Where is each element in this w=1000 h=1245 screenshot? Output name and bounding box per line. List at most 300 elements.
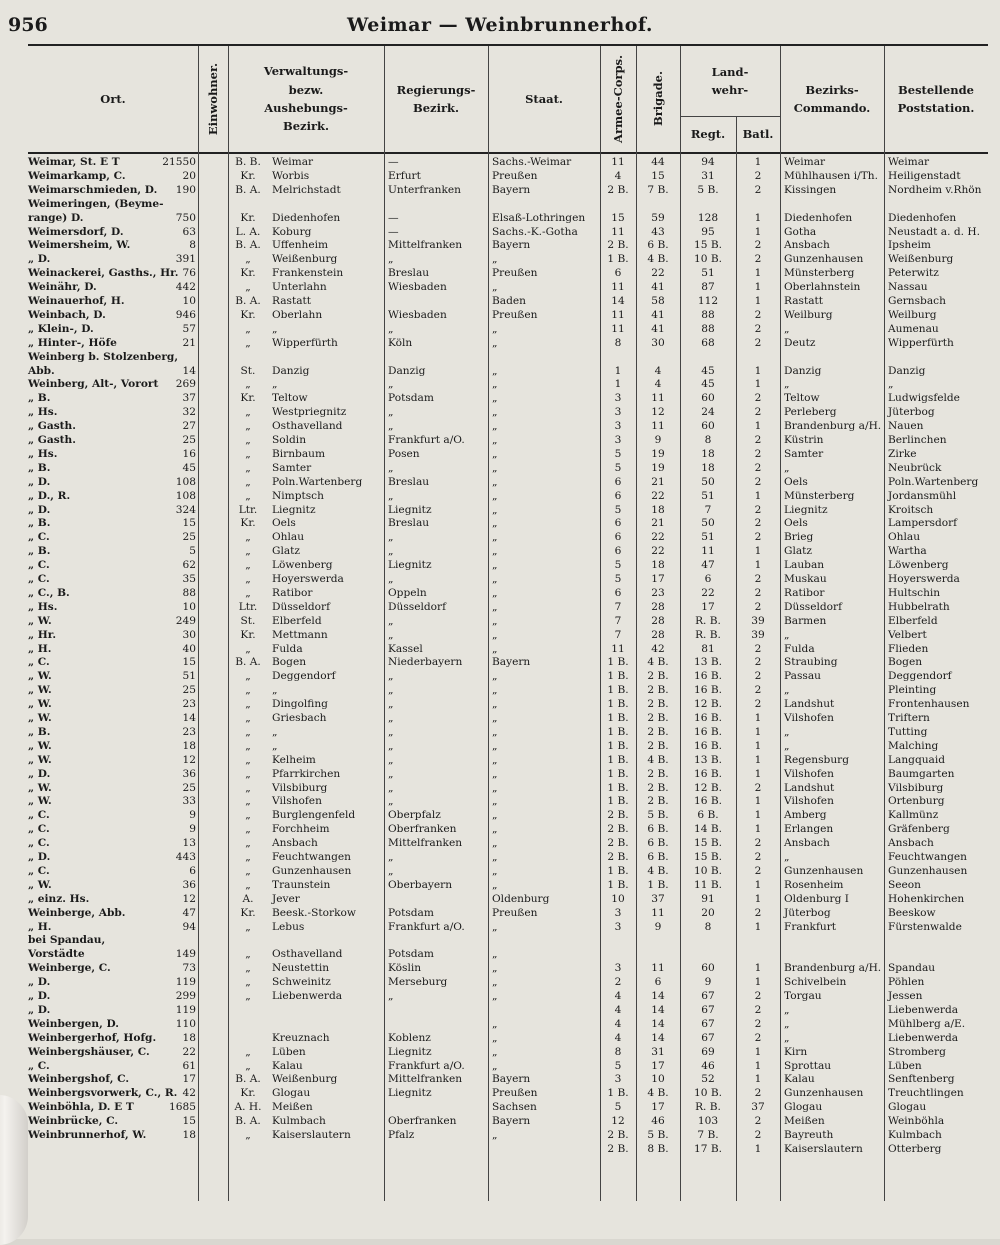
cell-rg: — xyxy=(388,156,399,168)
cell-vt: Kr. xyxy=(240,211,256,224)
cell-p: Fürstenwalde xyxy=(888,920,962,933)
cell-e: 36 xyxy=(182,878,196,891)
cell-p: Berlinchen xyxy=(888,434,947,446)
cell-a: 1 B. xyxy=(607,253,629,266)
cell-o: „ C. xyxy=(28,864,50,877)
cell-bt: 2 xyxy=(754,169,762,182)
cell-bt: 2 xyxy=(754,781,762,794)
cell-rg: „ xyxy=(388,864,394,877)
cell-e: 94 xyxy=(182,920,196,933)
table-row xyxy=(28,656,988,670)
cell-a: 1 B. xyxy=(607,670,629,683)
cell-bt: 2 xyxy=(754,600,762,613)
cell-rr: 67 xyxy=(701,1031,715,1044)
cell-k: Vilshofen xyxy=(784,795,834,808)
cell-bt: 1 xyxy=(754,739,762,752)
cell-b: 9 xyxy=(654,434,662,446)
cell-o: „ H. xyxy=(28,642,52,655)
cell-a: 10 xyxy=(611,892,625,905)
cell-s: „ xyxy=(492,1045,498,1058)
cell-rg: „ xyxy=(388,767,394,780)
cell-rg: Liegnitz xyxy=(388,1087,432,1100)
cell-vb: Düsseldorf xyxy=(272,600,330,613)
cell-a: 6 xyxy=(614,545,622,558)
cell-vt: „ xyxy=(245,406,251,419)
cell-k: Kirn xyxy=(784,1045,808,1058)
cell-e: 12 xyxy=(182,753,196,766)
cell-rr: 91 xyxy=(701,892,715,905)
cell-rr: 12 B. xyxy=(694,781,722,794)
cell-a: 1 B. xyxy=(607,698,629,711)
cell-k: Brandenburg a/H. xyxy=(784,962,882,975)
cell-o: Weinähr, D. xyxy=(28,281,97,294)
table-row xyxy=(28,1060,988,1074)
cell-p: Pöhlen xyxy=(888,976,925,989)
cell-k: Lauban xyxy=(784,559,825,572)
header-regt: Regt. xyxy=(690,126,726,141)
cell-bt: 2 xyxy=(754,1003,762,1016)
cell-p: Langquaid xyxy=(888,753,946,766)
cell-e: 15 xyxy=(182,1115,196,1128)
cell-vb: Fulda xyxy=(272,642,303,655)
cell-k: „ xyxy=(784,739,790,752)
cell-rr: 13 B. xyxy=(694,753,722,766)
cell-vt: „ xyxy=(245,976,251,989)
cell-rr: 14 B. xyxy=(694,823,722,836)
page-number: 956 xyxy=(8,14,48,36)
cell-bt: 1 xyxy=(754,1142,762,1155)
cell-vb: Kalau xyxy=(272,1059,303,1072)
cell-p: Jüterbog xyxy=(888,406,935,419)
table-row xyxy=(28,1101,988,1115)
cell-p: Lüben xyxy=(888,1059,922,1072)
cell-a: 11 xyxy=(611,281,625,294)
cell-e: 20 xyxy=(182,169,196,182)
cell-vt: A. xyxy=(242,892,254,905)
cell-e: 249 xyxy=(175,614,196,627)
cell-b: 6 B. xyxy=(647,837,669,850)
cell-rg: Mittelfranken xyxy=(388,1073,463,1086)
cell-bt: 2 xyxy=(754,906,762,919)
cell-vt: Kr. xyxy=(240,169,256,182)
cell-o: „ Hs. xyxy=(28,406,58,419)
cell-vb: Lebus xyxy=(272,920,305,933)
cell-e: 47 xyxy=(182,906,196,919)
cell-s: „ xyxy=(492,586,498,599)
cell-o: „ C. xyxy=(28,837,50,850)
cell-o: Weinbergsvorwerk, C., R. xyxy=(28,1087,178,1100)
cell-o: Weimar, St. E T xyxy=(28,156,120,168)
table-row xyxy=(28,267,988,281)
cell-p: Weinböhla xyxy=(888,1115,945,1128)
cell-e: 35 xyxy=(182,573,196,585)
cell-k: Barmen xyxy=(784,614,827,627)
cell-o: Weinbergshäuser, C. xyxy=(28,1045,150,1058)
cell-rg: „ xyxy=(388,851,394,863)
cell-vt: Kr. xyxy=(240,628,256,641)
table-row xyxy=(28,253,988,267)
cell-bt: 2 xyxy=(754,308,762,321)
cell-a: 1 B. xyxy=(607,1087,629,1100)
cell-vb: Dingolfing xyxy=(272,698,328,711)
cell-s: „ xyxy=(492,795,498,808)
table-row xyxy=(28,281,988,295)
table-row xyxy=(28,837,988,851)
cell-e: 442 xyxy=(175,281,196,294)
table-row xyxy=(28,1073,988,1087)
header-ort: Ort. xyxy=(100,91,126,106)
cell-a: 2 xyxy=(614,976,622,989)
cell-bt: 1 xyxy=(754,225,762,238)
cell-o: „ H. xyxy=(28,920,52,933)
cell-b: 2 B. xyxy=(647,767,669,780)
cell-bt: 1 xyxy=(754,267,762,280)
cell-e: 25 xyxy=(182,531,196,544)
cell-b: 46 xyxy=(651,1115,665,1128)
cell-bt: 1 xyxy=(754,420,762,433)
cell-p: Vilsbiburg xyxy=(888,781,944,794)
cell-rr: 51 xyxy=(701,267,715,280)
cell-s: „ xyxy=(492,392,498,405)
cell-rg: „ xyxy=(388,990,394,1002)
table-row xyxy=(28,323,988,337)
cell-k: „ xyxy=(784,684,790,697)
cell-s: Preußen xyxy=(492,308,538,321)
cell-b: 6 xyxy=(654,976,662,989)
cell-rg: Breslau xyxy=(388,475,430,488)
cell-k: Düsseldorf xyxy=(784,600,842,613)
cell-a: 5 xyxy=(614,503,622,516)
cell-a: 3 xyxy=(614,906,622,919)
cell-p: Nassau xyxy=(888,281,928,294)
cell-rr: 67 xyxy=(701,1003,715,1016)
cell-bt: 1 xyxy=(754,976,762,989)
cell-s: „ xyxy=(492,434,498,446)
cell-o: Weinberge, C. xyxy=(28,962,111,975)
cell-e: 10 xyxy=(182,600,196,613)
cell-bt: 2 xyxy=(754,586,762,599)
cell-s: Oldenburg xyxy=(492,892,550,905)
cell-vb: Lüben xyxy=(272,1045,306,1058)
cell-e: 57 xyxy=(182,322,196,335)
cell-k: Frankfurt xyxy=(784,920,837,933)
cell-k: Regensburg xyxy=(784,753,850,766)
cell-vb: Nimptsch xyxy=(272,489,324,502)
cell-a: 8 xyxy=(614,336,622,349)
cell-s: Sachs.-Weimar xyxy=(492,156,572,168)
cell-b: 18 xyxy=(651,503,665,516)
cell-b: 4 B. xyxy=(647,864,669,877)
table-row xyxy=(28,351,988,365)
cell-k: Weilburg xyxy=(784,308,833,321)
cell-rr: 15 B. xyxy=(694,837,722,850)
cell-a: 15 xyxy=(611,211,625,224)
cell-p: Spandau xyxy=(888,962,936,975)
cell-o: „ C. xyxy=(28,656,50,669)
cell-rr: 15 B. xyxy=(694,239,722,252)
cell-b: 14 xyxy=(651,1017,665,1030)
cell-s: „ xyxy=(492,851,498,863)
cell-p: Senftenberg xyxy=(888,1073,955,1086)
cell-vb: Soldin xyxy=(272,434,307,446)
cell-vt: „ xyxy=(245,725,251,738)
cell-s: „ xyxy=(492,253,498,266)
cell-rr: 67 xyxy=(701,990,715,1002)
cell-rg: Oberfranken xyxy=(388,823,457,836)
cell-e: 13 xyxy=(182,837,196,850)
cell-rr: 16 B. xyxy=(694,725,722,738)
table-row xyxy=(28,378,988,392)
cell-a: 5 xyxy=(614,461,622,474)
table-row xyxy=(28,643,988,657)
cell-bt: 1 xyxy=(754,753,762,766)
cell-b: 14 xyxy=(651,990,665,1002)
cell-bt: 1 xyxy=(754,559,762,572)
cell-b: 2 B. xyxy=(647,795,669,808)
cell-b: 4 B. xyxy=(647,253,669,266)
cell-e: 946 xyxy=(175,308,196,321)
cell-bt: 2 xyxy=(754,1017,762,1030)
cell-rg: Mittelfranken xyxy=(388,837,463,850)
table-row xyxy=(28,337,988,351)
header-verwaltung: Verwaltungs- bezw. Aushebungs- Bezirk. xyxy=(263,64,349,134)
cell-p: Ortenburg xyxy=(888,795,945,808)
cell-rr: 17 B. xyxy=(694,1142,722,1155)
cell-a: 1 B. xyxy=(607,795,629,808)
cell-vt: B. A. xyxy=(235,295,261,307)
table-row xyxy=(28,795,988,809)
cell-e: 25 xyxy=(182,684,196,697)
table-row xyxy=(28,392,988,406)
cell-vb: Unterlahn xyxy=(272,281,327,294)
cell-bt: 2 xyxy=(754,1129,762,1141)
cell-o: Weinböhla, D. E T xyxy=(28,1101,134,1114)
cell-a: 11 xyxy=(611,225,625,238)
cell-vb: Oberlahn xyxy=(272,308,323,321)
table-row xyxy=(28,1087,988,1101)
cell-vt: „ xyxy=(245,531,251,544)
cell-rr: 95 xyxy=(701,225,715,238)
thumb-shadow xyxy=(0,1095,28,1245)
cell-b: 9 xyxy=(654,920,662,933)
cell-s: Preußen xyxy=(492,169,538,182)
cell-rr: 8 xyxy=(704,920,712,933)
cell-o: „ D. xyxy=(28,503,51,516)
cell-rg: Köln xyxy=(388,336,413,349)
cell-rr: 11 B. xyxy=(694,878,722,891)
cell-vt: „ xyxy=(245,545,251,558)
cell-vb: Glogau xyxy=(272,1087,311,1100)
table-row xyxy=(28,239,988,253)
cell-s: Sachsen xyxy=(492,1101,537,1114)
cell-o: Weimersdorf, D. xyxy=(28,225,124,238)
cell-b: 28 xyxy=(651,628,665,641)
cell-s: „ xyxy=(492,823,498,836)
cell-k: Kissingen xyxy=(784,183,837,196)
cell-rr: 6 xyxy=(704,573,712,585)
cell-bt: 1 xyxy=(754,809,762,822)
cell-rr: 88 xyxy=(701,308,715,321)
cell-bt: 2 xyxy=(754,1031,762,1044)
cell-rg: Oppeln xyxy=(388,586,427,599)
cell-rr: 67 xyxy=(701,1017,715,1030)
cell-s: „ xyxy=(492,962,498,975)
cell-k: Rastatt xyxy=(784,295,824,307)
cell-vt: „ xyxy=(245,753,251,766)
cell-vt: „ xyxy=(245,712,251,724)
cell-p: Jessen xyxy=(888,990,923,1002)
cell-rg: „ xyxy=(388,739,394,752)
cell-e: 14 xyxy=(182,364,196,377)
cell-vb: Poln.Wartenberg xyxy=(272,475,363,488)
cell-b: 19 xyxy=(651,461,665,474)
cell-vt: „ xyxy=(245,559,251,572)
cell-vb: Kelheim xyxy=(272,753,316,766)
cell-o: „ D. xyxy=(28,475,51,488)
cell-k: Samter xyxy=(784,447,824,460)
cell-b: 41 xyxy=(651,322,665,335)
cell-bt: 2 xyxy=(754,864,762,877)
header-staat: Staat. xyxy=(525,91,563,106)
cell-a: 5 xyxy=(614,559,622,572)
cell-rg: Frankfurt a/O. xyxy=(388,920,465,933)
cell-o: „ B. xyxy=(28,461,51,474)
cell-s: „ xyxy=(492,322,498,335)
cell-rg: „ xyxy=(388,489,394,502)
cell-rg: Posen xyxy=(388,447,420,460)
cell-a: 1 xyxy=(614,364,622,377)
header-brigade: Brigade. xyxy=(650,71,665,127)
cell-bt: 1 xyxy=(754,545,762,558)
cell-p: Danzig xyxy=(888,364,926,377)
cell-bt: 2 xyxy=(754,851,762,863)
cell-e: 61 xyxy=(182,1059,196,1072)
cell-s: Sachs.-K.-Gotha xyxy=(492,225,578,238)
cell-vb: Gunzenhausen xyxy=(272,864,352,877)
cell-a: 7 xyxy=(614,600,622,613)
cell-vt: Ltr. xyxy=(238,600,258,613)
cell-k: Bayreuth xyxy=(784,1129,834,1141)
cell-vt: B. B. xyxy=(235,156,261,168)
cell-b: 2 B. xyxy=(647,725,669,738)
cell-s: „ xyxy=(492,545,498,558)
cell-s: Baden xyxy=(492,295,526,307)
cell-b: 41 xyxy=(651,281,665,294)
cell-s: „ xyxy=(492,573,498,585)
cell-bt: 2 xyxy=(754,503,762,516)
cell-b: 42 xyxy=(651,642,665,655)
table-row xyxy=(28,309,988,323)
cell-e: 8 xyxy=(189,239,196,252)
cell-rg: Wiesbaden xyxy=(388,308,447,321)
cell-vb: Diedenhofen xyxy=(272,211,341,224)
cell-bt: 2 xyxy=(754,698,762,711)
cell-b: 22 xyxy=(651,267,665,280)
cell-vt: „ xyxy=(245,990,251,1002)
cell-vt: B. A. xyxy=(235,239,261,252)
cell-vt: „ xyxy=(245,864,251,877)
cell-bt: 1 xyxy=(754,712,762,724)
cell-bt: 2 xyxy=(754,434,762,446)
cell-rg: „ xyxy=(388,684,394,697)
cell-s: „ xyxy=(492,614,498,627)
cell-e: 18 xyxy=(182,1129,196,1141)
cell-vt: „ xyxy=(245,795,251,808)
cell-vb: Oels xyxy=(272,517,296,530)
cell-bt: 2 xyxy=(754,656,762,669)
cell-a: 3 xyxy=(614,434,622,446)
cell-k: Ratibor xyxy=(784,586,825,599)
cell-e: 10 xyxy=(182,295,196,307)
cell-b: 2 B. xyxy=(647,684,669,697)
cell-rr: R. B. xyxy=(695,1101,721,1114)
cell-k: „ xyxy=(784,725,790,738)
header-post: Bestellende Poststation. xyxy=(897,82,975,115)
cell-vt: „ xyxy=(245,281,251,294)
cell-a: 1 B. xyxy=(607,725,629,738)
cell-rr: 8 xyxy=(704,434,712,446)
cell-k: Landshut xyxy=(784,698,835,711)
cell-vt: „ xyxy=(245,642,251,655)
cell-e: 30 xyxy=(182,628,196,641)
cell-a: 1 B. xyxy=(607,656,629,669)
cell-a: 2 B. xyxy=(607,837,629,850)
cell-vt: „ xyxy=(245,586,251,599)
cell-p: Gunzenhausen xyxy=(888,864,968,877)
cell-bt: 1 xyxy=(754,489,762,502)
cell-rg: „ xyxy=(388,614,394,627)
table-row xyxy=(28,601,988,615)
cell-bt: 2 xyxy=(754,573,762,585)
table-row xyxy=(28,212,988,226)
cell-k: Liegnitz xyxy=(784,503,828,516)
cell-vb: Ratibor xyxy=(272,586,313,599)
cell-k: Münsterberg xyxy=(784,267,855,280)
cell-e: 18 xyxy=(182,1031,196,1044)
cell-o: Weinbach, D. xyxy=(28,308,106,321)
cell-o: „ C. xyxy=(28,823,50,836)
table-row xyxy=(28,517,988,531)
cell-bt: 1 xyxy=(754,378,762,391)
cell-b: 4 B. xyxy=(647,656,669,669)
cell-k: Diedenhofen xyxy=(784,211,853,224)
cell-p: Peterwitz xyxy=(888,267,939,280)
cell-p: Wipperfürth xyxy=(888,336,954,349)
cell-o: „ C. xyxy=(28,573,50,585)
cell-p: Zirke xyxy=(888,447,917,460)
cell-s: „ xyxy=(492,420,498,433)
table-row xyxy=(28,629,988,643)
cell-vt: „ xyxy=(245,823,251,836)
cell-k: Meißen xyxy=(784,1115,825,1128)
cell-vb: Weißenburg xyxy=(272,253,338,266)
cell-vb: Bogen xyxy=(272,656,307,669)
cell-k: Glatz xyxy=(784,545,813,558)
cell-p: Neustadt a. d. H. xyxy=(888,225,980,238)
cell-a: 11 xyxy=(611,156,625,168)
cell-s: „ xyxy=(492,406,498,419)
cell-rg: Potsdam xyxy=(388,906,434,919)
cell-e: 110 xyxy=(175,1017,196,1030)
cell-bt: 1 xyxy=(754,767,762,780)
table-row xyxy=(28,226,988,240)
cell-bt: 2 xyxy=(754,642,762,655)
cell-bt: 1 xyxy=(754,725,762,738)
cell-vt: „ xyxy=(245,962,251,975)
cell-vb: Teltow xyxy=(272,392,308,405)
cell-k: Ansbach xyxy=(784,239,830,252)
cell-a: 2 B. xyxy=(607,1129,629,1141)
